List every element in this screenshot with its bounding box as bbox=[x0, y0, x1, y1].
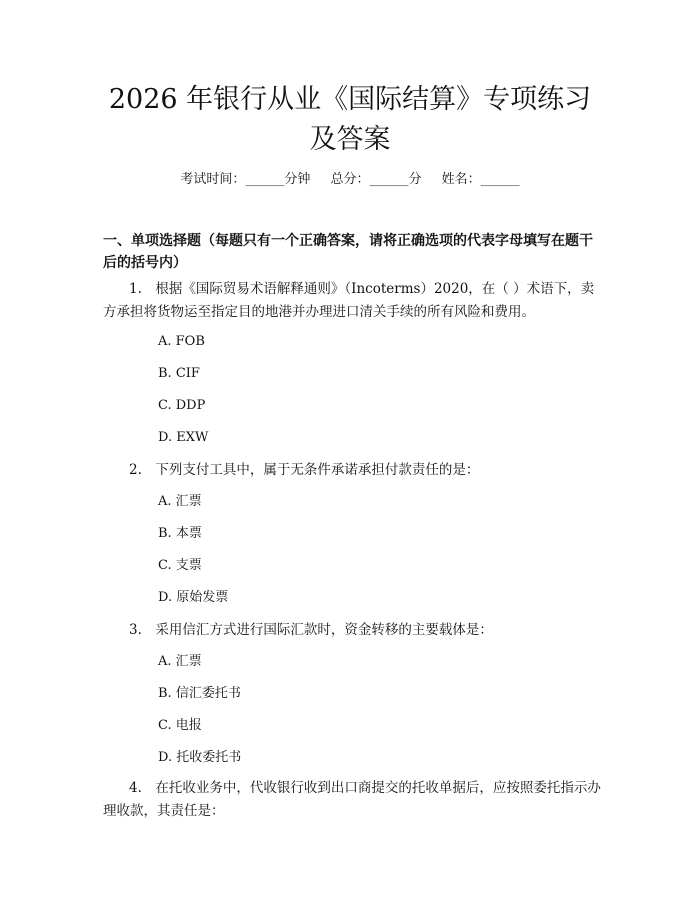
question-2-option-d: D. 原始发票 bbox=[158, 590, 229, 605]
question-3: 3. 采用信汇方式进行国际汇款时，资金转移的主要载体是： bbox=[129, 622, 493, 638]
name-label: 姓名：______ bbox=[441, 172, 520, 187]
exam-meta bbox=[0, 168, 700, 187]
page-title: 2026 年银行从业《国际结算》专项练习及答案 bbox=[108, 84, 592, 155]
question-1-option-b: B. CIF bbox=[158, 366, 200, 381]
question-1-option-c: C. DDP bbox=[158, 398, 206, 413]
question-2-option-a: A. 汇票 bbox=[158, 494, 202, 509]
question-1-option-a: A. FOB bbox=[158, 334, 205, 349]
question-1: 1. 根据《国际贸易术语解释通则》（Incoterms）2020，在（ ）术语下，卖方承担将货物运至指定目的地港并办理进口清关手续的所有风险和费用。 bbox=[103, 281, 595, 320]
question-3-option-b: B. 信汇委托书 bbox=[158, 686, 241, 701]
section-heading: 一、单项选择题（每题只有一个正确答案，请将正确选项的代表字母填写在题干后的括号内） bbox=[103, 233, 593, 271]
question-3-option-c: C. 电报 bbox=[158, 718, 202, 733]
question-3-option-a: A. 汇票 bbox=[158, 654, 202, 669]
question-1-option-d: D. EXW bbox=[158, 430, 209, 445]
exam-time-label: 考试时间：______分钟 bbox=[180, 172, 311, 187]
question-2-option-b: B. 本票 bbox=[158, 526, 202, 541]
question-3-option-d: D. 托收委托书 bbox=[158, 750, 242, 765]
question-2-option-c: C. 支票 bbox=[158, 558, 202, 573]
question-4: 4. 在托收业务中，代收银行收到出口商提交的托收单据后，应按照委托指示办理收款，其责任是： bbox=[103, 780, 601, 819]
question-2: 2. 下列支付工具中，属于无条件承诺承担付款责任的是： bbox=[129, 462, 480, 478]
total-score-label: 总分：______分 bbox=[330, 172, 422, 187]
